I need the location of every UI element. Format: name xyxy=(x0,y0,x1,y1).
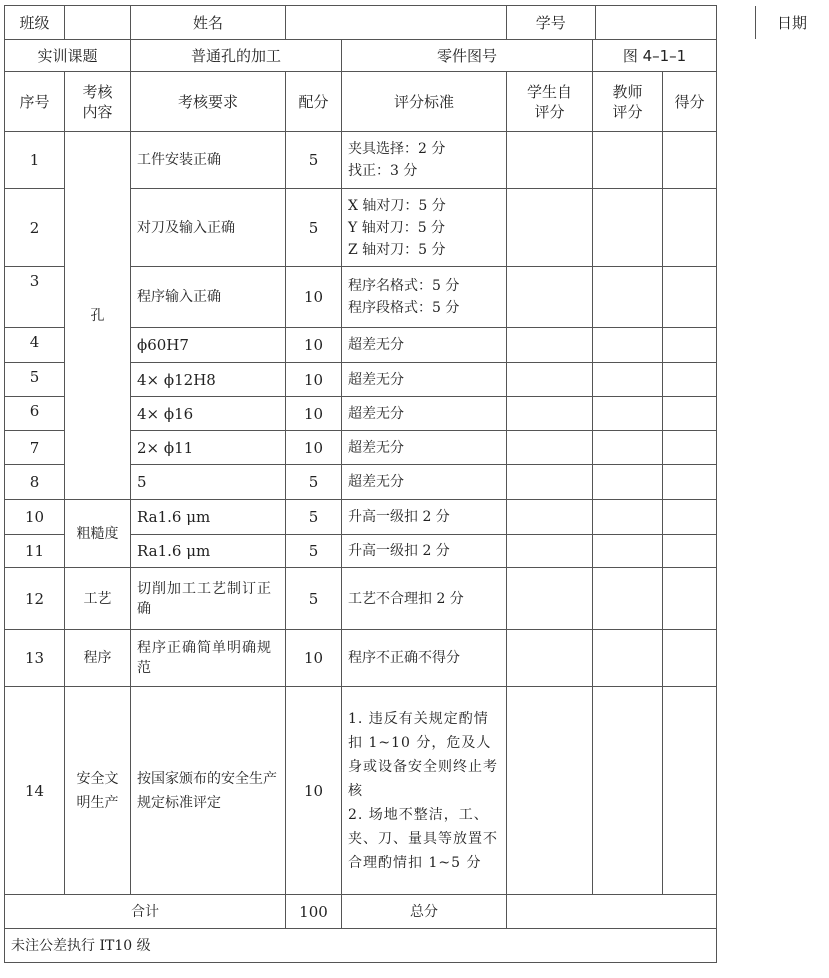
self-eval-cell xyxy=(507,687,593,895)
row-seq: 13 xyxy=(5,630,65,687)
row-criteria xyxy=(342,267,507,328)
row-requirement: 按国家颁布的安全生产规定标准评定 xyxy=(131,687,286,895)
row-points: 5 xyxy=(286,500,342,535)
self-eval-cell xyxy=(507,568,593,630)
criteria-line: 2. 场地不整洁，工、夹、刀、量具等放置不合理酌情扣 1~5 分 xyxy=(348,806,498,871)
row-seq: 5 xyxy=(5,363,65,397)
self-eval-cell xyxy=(507,465,593,500)
total-points: 100 xyxy=(286,895,342,929)
col-points: 配分 xyxy=(286,72,342,132)
name-value xyxy=(286,6,507,40)
row-seq: 4 xyxy=(5,328,65,363)
row-points: 10 xyxy=(286,363,342,397)
row-seq: 10 xyxy=(5,500,65,535)
group-program: 程序 xyxy=(65,630,131,687)
col-seq: 序号 xyxy=(5,72,65,132)
col-teacher-eval: 教师评分 xyxy=(593,72,663,132)
student-no-cell: 学号 xyxy=(507,6,595,39)
row-requirement: 2× ϕ11 xyxy=(131,431,286,465)
score-cell xyxy=(663,328,717,363)
row-seq: 11 xyxy=(5,535,65,568)
criteria-line: Y 轴对刀：5 分 xyxy=(348,219,446,236)
row-criteria: 超差无分 xyxy=(342,397,507,431)
teacher-eval-cell xyxy=(593,132,663,189)
teacher-eval-cell xyxy=(593,189,663,267)
row-seq: 12 xyxy=(5,568,65,630)
row-seq: 3 xyxy=(5,267,65,328)
row-criteria: 超差无分 xyxy=(342,465,507,500)
table-row xyxy=(5,500,717,535)
row-requirement: 切削加工工艺制订正确 xyxy=(131,568,286,630)
teacher-eval-cell xyxy=(593,500,663,535)
total-label: 合计 xyxy=(5,895,286,929)
score-cell xyxy=(663,465,717,500)
row-requirement: Ra1.6 μm xyxy=(131,535,286,568)
total-row xyxy=(5,895,717,929)
teacher-eval-cell xyxy=(593,431,663,465)
score-cell xyxy=(663,267,717,328)
name-label: 姓名 xyxy=(131,6,286,40)
score-cell xyxy=(663,189,717,267)
group-process: 工艺 xyxy=(65,568,131,630)
criteria-line: 1. 违反有关规定酌情扣 1~10 分，危及人身或设备安全则终止考核 xyxy=(348,710,498,799)
teacher-eval-cell xyxy=(593,363,663,397)
row-requirement: 程序输入正确 xyxy=(131,267,286,328)
score-cell xyxy=(663,535,717,568)
row-requirement: 4× ϕ16 xyxy=(131,397,286,431)
score-cell xyxy=(663,397,717,431)
row-criteria: 升高一级扣 2 分 xyxy=(342,535,507,568)
student-no-blank xyxy=(595,6,755,39)
col-requirement: 考核要求 xyxy=(131,72,286,132)
row-criteria: 超差无分 xyxy=(342,431,507,465)
row-points: 10 xyxy=(286,630,342,687)
task-row xyxy=(5,40,717,72)
self-eval-cell xyxy=(507,363,593,397)
score-cell xyxy=(663,500,717,535)
col-content: 考核内容 xyxy=(65,72,131,132)
row-seq: 2 xyxy=(5,189,65,267)
col-criteria: 评分标准 xyxy=(342,72,507,132)
col-score: 得分 xyxy=(663,72,717,132)
self-eval-cell xyxy=(507,132,593,189)
score-cell xyxy=(663,431,717,465)
row-seq: 1 xyxy=(5,132,65,189)
row-seq: 6 xyxy=(5,397,65,431)
self-eval-cell xyxy=(507,500,593,535)
criteria-line: 程序名格式：5 分 xyxy=(348,278,460,294)
self-eval-cell xyxy=(507,630,593,687)
row-criteria: 程序不正确不得分 xyxy=(342,630,507,687)
score-cell xyxy=(663,568,717,630)
teacher-eval-cell xyxy=(593,535,663,568)
criteria-line: 夹具选择：2 分 xyxy=(348,141,446,157)
teacher-eval-cell xyxy=(593,397,663,431)
total-score-value xyxy=(507,895,717,929)
total-score-label: 总分 xyxy=(342,895,507,929)
row-requirement: 程序正确简单明确规范 xyxy=(131,630,286,687)
note-row xyxy=(5,929,717,963)
assessment-sheet xyxy=(4,5,807,973)
row-requirement: ϕ60H7 xyxy=(131,328,286,363)
row-seq: 7 xyxy=(5,431,65,465)
teacher-eval-cell xyxy=(593,267,663,328)
self-eval-cell xyxy=(507,397,593,431)
row-requirement: 工件安装正确 xyxy=(131,132,286,189)
teacher-eval-cell xyxy=(593,687,663,895)
row-criteria xyxy=(342,132,507,189)
class-value xyxy=(65,6,131,40)
self-eval-cell xyxy=(507,328,593,363)
info-row xyxy=(5,6,717,40)
self-eval-cell xyxy=(507,189,593,267)
group-hole: 孔 xyxy=(65,132,131,500)
group-roughness: 粗糙度 xyxy=(65,500,131,568)
self-eval-cell xyxy=(507,535,593,568)
table-row xyxy=(5,568,717,630)
row-criteria xyxy=(342,189,507,267)
row-points: 10 xyxy=(286,431,342,465)
criteria-line: X 轴对刀：5 分 xyxy=(348,197,446,214)
table-row xyxy=(5,630,717,687)
column-header-row xyxy=(5,72,717,132)
class-label: 班级 xyxy=(5,6,65,40)
row-points: 10 xyxy=(286,687,342,895)
criteria-line: 程序段格式：5 分 xyxy=(348,300,460,316)
row-criteria: 工艺不合理扣 2 分 xyxy=(342,568,507,630)
teacher-eval-cell xyxy=(593,568,663,630)
row-points: 10 xyxy=(286,267,342,328)
row-points: 10 xyxy=(286,328,342,363)
teacher-eval-cell xyxy=(593,630,663,687)
row-criteria: 升高一级扣 2 分 xyxy=(342,500,507,535)
row-points: 5 xyxy=(286,568,342,630)
self-eval-cell xyxy=(507,431,593,465)
row-requirement: 对刀及输入正确 xyxy=(131,189,286,267)
col-self-eval: 学生自评分 xyxy=(507,72,593,132)
criteria-line: 找正：3 分 xyxy=(348,163,418,179)
row-points: 5 xyxy=(286,465,342,500)
tolerance-note: 未注公差执行 IT10 级 xyxy=(5,929,717,963)
table-row xyxy=(5,687,717,895)
row-points: 5 xyxy=(286,189,342,267)
teacher-eval-cell xyxy=(593,328,663,363)
criteria-line: Z 轴对刀：5 分 xyxy=(348,241,446,258)
row-criteria: 超差无分 xyxy=(342,363,507,397)
table-row xyxy=(5,132,717,189)
assessment-table xyxy=(4,5,807,963)
row-seq: 14 xyxy=(5,687,65,895)
row-requirement: 5 xyxy=(131,465,286,500)
row-points: 5 xyxy=(286,132,342,189)
drawing-no-value: 图 4–1–1 xyxy=(593,40,717,72)
row-requirement: Ra1.6 μm xyxy=(131,500,286,535)
date-label: 日期 xyxy=(755,6,829,39)
row-requirement: 4× ϕ12H8 xyxy=(131,363,286,397)
self-eval-cell xyxy=(507,267,593,328)
topic-value: 普通孔的加工 xyxy=(131,40,342,72)
row-points: 10 xyxy=(286,397,342,431)
score-cell xyxy=(663,687,717,895)
info-right xyxy=(507,6,807,40)
row-seq: 8 xyxy=(5,465,65,500)
group-safety: 安全文明生产 xyxy=(65,687,131,895)
drawing-no-label: 零件图号 xyxy=(342,40,593,72)
row-criteria xyxy=(342,687,507,895)
info-right-inner xyxy=(507,6,829,39)
score-cell xyxy=(663,630,717,687)
teacher-eval-cell xyxy=(593,465,663,500)
score-cell xyxy=(663,363,717,397)
topic-label: 实训课题 xyxy=(5,40,131,72)
row-points: 5 xyxy=(286,535,342,568)
row-criteria: 超差无分 xyxy=(342,328,507,363)
score-cell xyxy=(663,132,717,189)
